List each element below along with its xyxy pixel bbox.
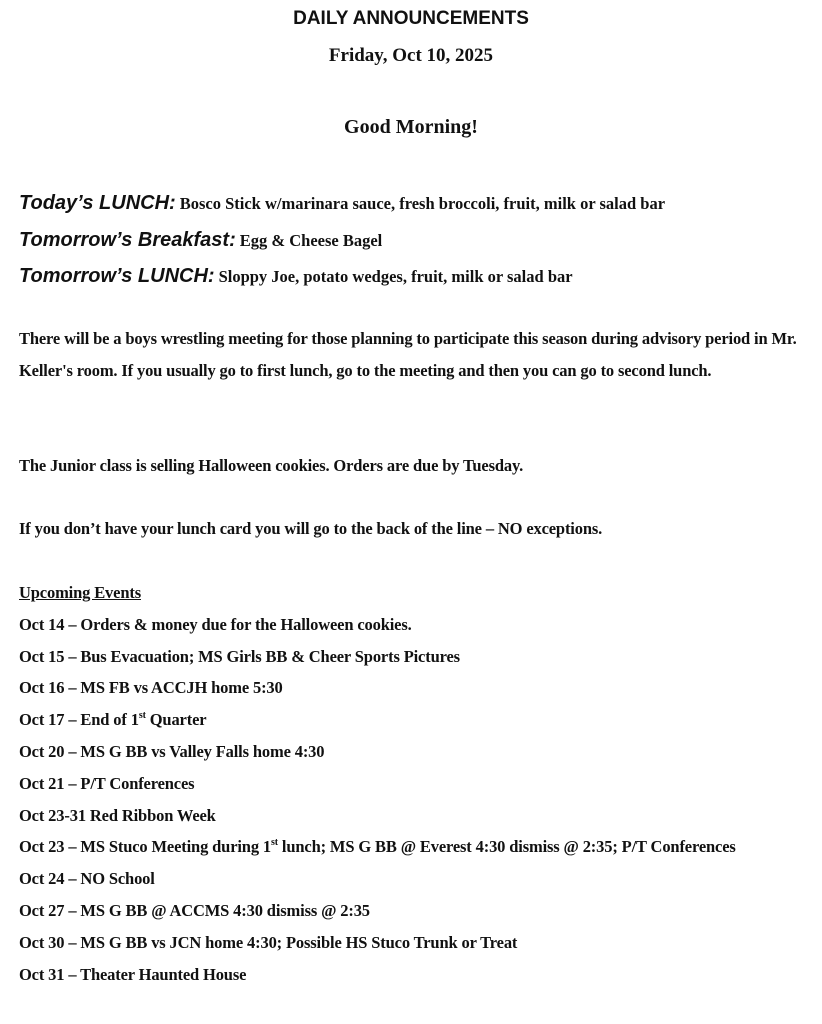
event-text: Oct 15 – Bus Evacuation; MS Girls BB & Cheer Sports Pictures — [19, 646, 460, 666]
greeting: Good Morning! — [344, 116, 478, 138]
event-superscript: st — [271, 837, 278, 849]
announcement-date: Friday, Oct 10, 2025 — [328, 45, 494, 66]
event-item — [19, 768, 809, 800]
event-text-cont: lunch; MS G BB @ Everest 4:30 dismiss @ 2:35; P/T Conferences — [277, 837, 736, 857]
event-text: Oct 16 – MS FB vs ACCJH home 5:30 — [19, 678, 283, 698]
upcoming-events — [19, 577, 809, 990]
event-item — [19, 927, 809, 959]
page-title: DAILY ANNOUNCEMENTS — [293, 8, 529, 29]
menu-value: Sloppy Joe, potato wedges, fruit, milk or salad bar — [218, 267, 573, 286]
menu-label: Tomorrow’s Breakfast: — [19, 228, 236, 251]
event-text: Oct 17 – End of 1 — [19, 710, 139, 730]
event-item — [19, 959, 809, 991]
menu-value: Bosco Stick w/marinara sauce, fresh broccoli, fruit, milk or salad bar — [179, 194, 666, 213]
menu-value: Egg & Cheese Bagel — [239, 230, 383, 250]
event-text: Oct 24 – NO School — [19, 869, 155, 889]
event-text-cont: Quarter — [145, 710, 207, 730]
event-text: Oct 30 – MS G BB vs JCN home 4:30; Possible HS Stuco Trunk or Treat — [19, 932, 518, 952]
event-item — [19, 895, 809, 927]
menu-item-tomorrows-lunch — [19, 259, 665, 296]
event-text: Oct 27 – MS G BB @ ACCMS 4:30 dismiss @ 2:35 — [19, 900, 370, 920]
events-heading: Upcoming Events — [19, 583, 141, 602]
event-item — [19, 800, 809, 832]
event-text: Oct 23 – MS Stuco Meeting during 1 — [19, 837, 272, 857]
event-text: Oct 21 – P/T Conferences — [19, 773, 195, 793]
event-item — [19, 672, 809, 704]
event-item — [19, 736, 809, 768]
event-text: Oct 20 – MS G BB vs Valley Falls home 4:30 — [19, 741, 325, 761]
event-item — [19, 863, 809, 895]
announcement-cookies: The Junior class is selling Halloween cookies. Orders are due by Tuesday. — [19, 456, 524, 475]
event-item — [19, 704, 809, 736]
event-item — [19, 641, 809, 673]
announcement-wrestling: There will be a boys wrestling meeting for those planning to participate this season during advisory period in Mr. Keller's room. If you usually go to first lunch, go to the meeting and then you can go to second lunch. — [19, 329, 797, 380]
menu-section — [19, 186, 665, 296]
event-text: Oct 14 – Orders & money due for the Halloween cookies. — [19, 614, 412, 634]
menu-label: Today’s LUNCH: — [19, 192, 176, 214]
menu-item-todays-lunch — [19, 186, 665, 223]
event-list — [19, 609, 809, 991]
announcement-lunch-card: If you don’t have your lunch card you will go to the back of the line – NO exceptions. — [19, 519, 603, 538]
menu-label: Tomorrow’s LUNCH: — [19, 265, 215, 287]
event-superscript: st — [138, 710, 146, 722]
event-text: Oct 23-31 Red Ribbon Week — [19, 805, 216, 825]
menu-item-tomorrows-breakfast — [19, 223, 665, 260]
event-text: Oct 31 – Theater Haunted House — [19, 964, 247, 984]
event-item — [19, 609, 809, 641]
event-item — [19, 831, 809, 863]
